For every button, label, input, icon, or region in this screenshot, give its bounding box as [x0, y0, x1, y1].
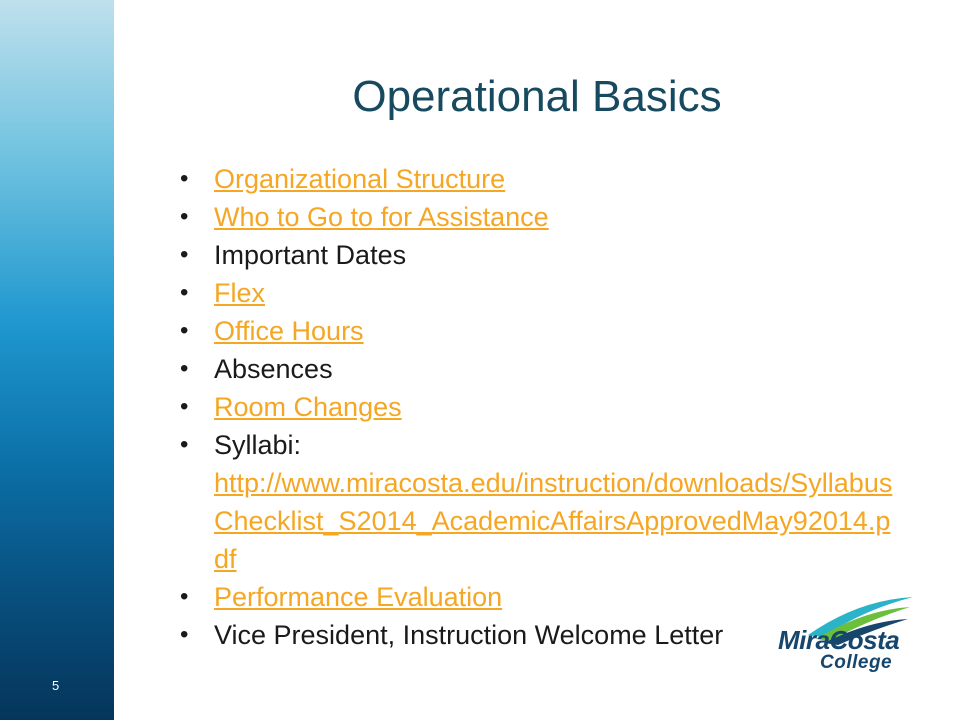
performance-evaluation-link[interactable]: Performance Evaluation — [214, 582, 503, 612]
slide-title: Operational Basics — [352, 72, 722, 121]
office-hours-link[interactable]: Office Hours — [214, 316, 364, 346]
assistance-link[interactable]: Who to Go to for Assistance — [214, 202, 549, 232]
logo-line-1: MiraCosta — [778, 625, 900, 655]
list-item — [180, 388, 890, 426]
bullet-icon: • — [180, 241, 189, 268]
list-item — [180, 274, 890, 312]
list-item — [180, 426, 893, 578]
logo-line-2: College — [820, 652, 893, 673]
bullet-icon: • — [180, 393, 189, 420]
list-item — [180, 160, 890, 198]
list-item — [180, 350, 890, 388]
bullet-icon: • — [180, 317, 189, 344]
room-changes-link[interactable]: Room Changes — [214, 392, 402, 422]
flex-link[interactable]: Flex — [214, 278, 266, 308]
slide-number: 5 — [52, 678, 60, 693]
bullet-icon: • — [180, 203, 189, 230]
organizational-structure-link[interactable]: Organizational Structure — [214, 164, 506, 194]
list-item — [180, 198, 890, 236]
sidebar-gradient — [0, 0, 114, 720]
bullet-icon: • — [180, 355, 189, 382]
bullet-icon: • — [180, 621, 189, 648]
bullet-icon: • — [180, 279, 189, 306]
absences-text: Absences — [214, 354, 333, 384]
list-item — [180, 236, 890, 274]
bullet-icon: • — [180, 583, 189, 610]
bullet-icon: • — [180, 431, 189, 458]
welcome-letter-text: Vice President, Instruction Welcome Letter — [214, 620, 724, 650]
important-dates-text: Important Dates — [214, 240, 407, 270]
bullet-list — [180, 160, 893, 654]
miracosta-logo — [768, 595, 918, 685]
list-item — [180, 616, 734, 654]
syllabus-checklist-link[interactable]: http://www.miracosta.edu/instruction/downloads/SyllabusChecklist_S2014_AcademicAffairsApprovedMay92014.pdf — [214, 468, 893, 574]
list-item — [180, 312, 890, 350]
bullet-icon: • — [180, 165, 189, 192]
syllabi-label: Syllabi: — [214, 430, 302, 460]
